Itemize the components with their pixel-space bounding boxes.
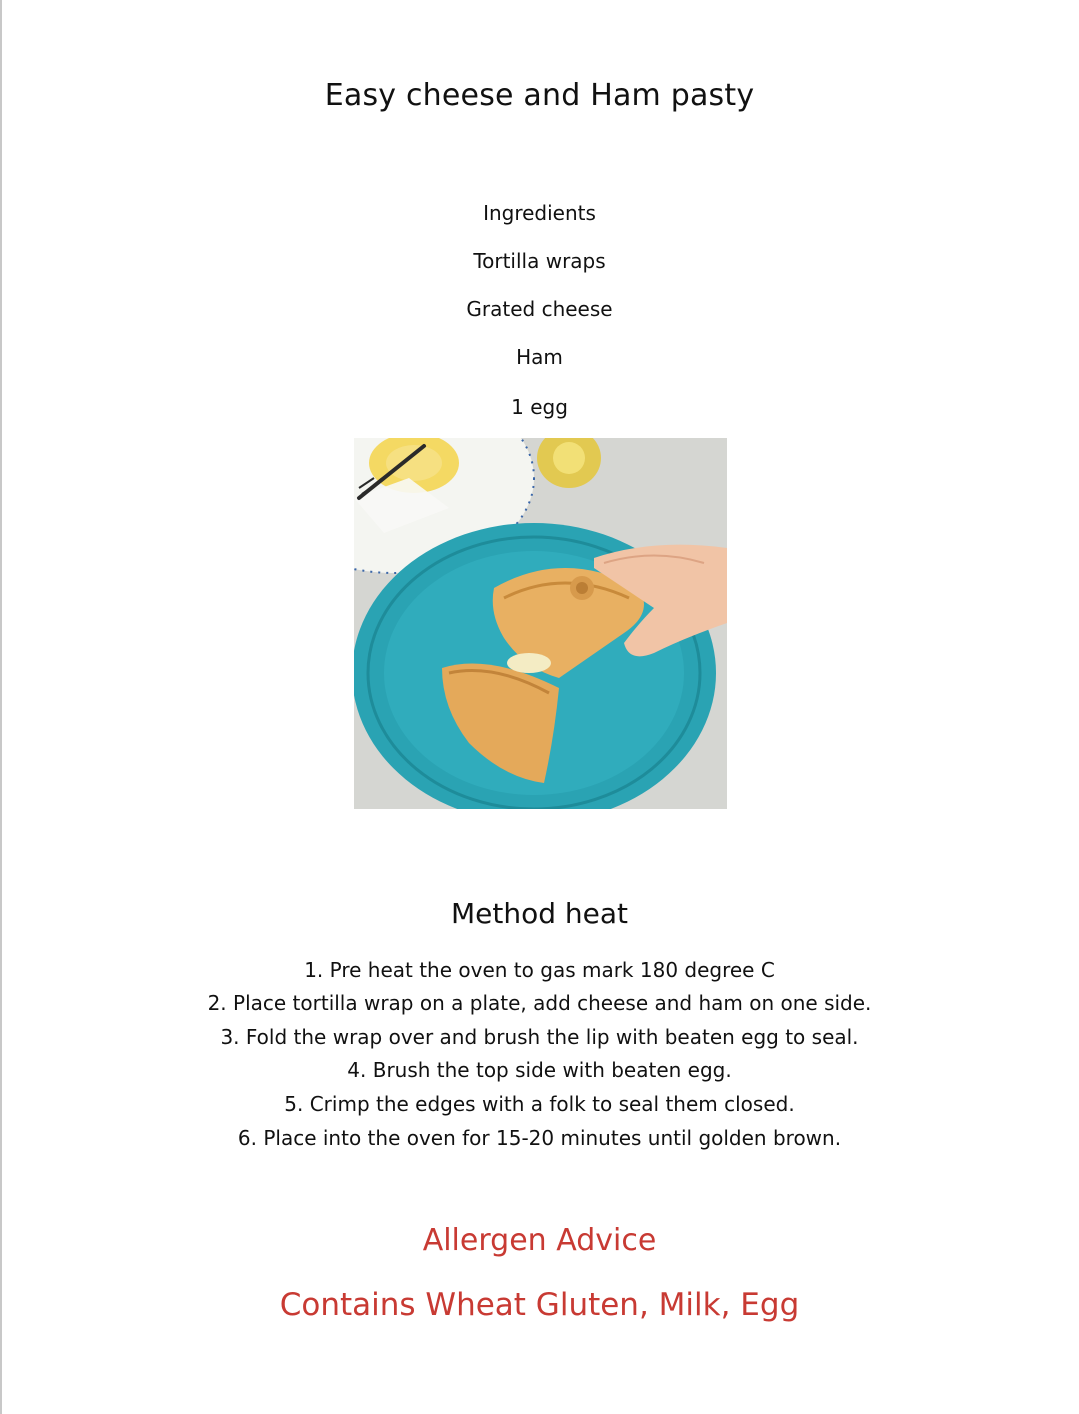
- ingredient-item: Ham: [516, 345, 563, 369]
- method-step: 3. Fold the wrap over and brush the lip with beaten egg to seal.: [220, 1025, 859, 1049]
- ingredient-item: Tortilla wraps: [473, 249, 606, 273]
- ingredient-item: Grated cheese: [466, 297, 613, 321]
- method-step: 6. Place into the oven for 15-20 minutes until golden brown.: [237, 1126, 842, 1150]
- method-step: 2. Place tortilla wrap on a plate, add cheese and ham on one side.: [207, 991, 872, 1015]
- allergen-heading: Allergen Advice: [422, 1223, 657, 1258]
- ingredients-heading: Ingredients: [483, 201, 596, 225]
- recipe-title: Easy cheese and Ham pasty: [324, 78, 755, 113]
- method-heading: Method heat: [450, 897, 629, 930]
- method-step: 1. Pre heat the oven to gas mark 180 degree C: [304, 958, 775, 982]
- method-step: 4. Brush the top side with beaten egg.: [347, 1058, 732, 1082]
- ingredient-item: 1 egg: [511, 395, 568, 419]
- allergen-text: Contains Wheat Gluten, Milk, Egg: [279, 1287, 800, 1323]
- pasty-photo: [354, 438, 727, 809]
- method-step: 5. Crimp the edges with a folk to seal them closed.: [284, 1092, 795, 1116]
